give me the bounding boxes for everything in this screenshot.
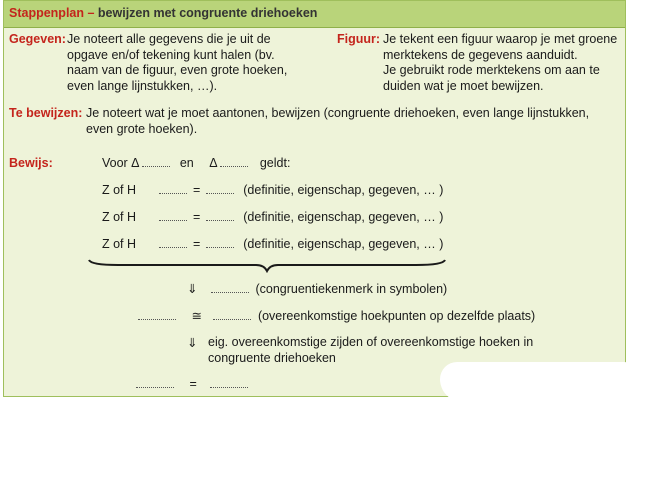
proof-row — [102, 183, 443, 197]
equals-sign: = — [192, 183, 201, 197]
title-dash: – — [84, 6, 98, 20]
tebewijzen-line: even grote hoeken). — [86, 121, 198, 136]
blank — [159, 192, 187, 194]
final-equality-row — [136, 377, 248, 391]
row-note: (definitie, eigenschap, gegeven, … ) — [243, 237, 444, 251]
stappenplan-card — [3, 0, 626, 397]
proof-row — [102, 237, 443, 251]
figuur-text — [383, 32, 628, 94]
blank — [159, 219, 187, 221]
delta-symbol: Δ — [209, 156, 217, 170]
gegeven-line: opgave en/of tekening kunt halen (bv. — [67, 47, 275, 62]
figuur-line: Je gebruikt rode merktekens om aan te — [383, 63, 600, 77]
implies-arrow-icon: ⇓ — [187, 282, 198, 296]
blank — [213, 318, 251, 320]
implies-arrow-row — [187, 335, 197, 350]
bewijs-label: Bewijs: — [9, 156, 53, 170]
voor-text: Voor Δ — [102, 156, 139, 170]
figuur-line: Je tekent een figuur waarop je met groene — [383, 32, 618, 46]
figuur-line: duiden wat je moet bewijzen. — [383, 78, 544, 93]
congruent-note: (overeenkomstige hoekpunten op dezelfde plaats) — [257, 309, 536, 323]
figuur-label: Figuur: — [337, 32, 381, 46]
gegeven-line: Je noteert alle gegevens die je uit de — [67, 32, 271, 46]
row-note: (definitie, eigenschap, gegeven, … ) — [243, 210, 444, 224]
criterion-note: (congruentiekenmerk in symbolen) — [255, 282, 448, 296]
gegeven-label: Gegeven: — [9, 32, 66, 46]
implies-arrow-icon: ⇓ — [187, 336, 198, 350]
triangle-blank-2 — [220, 165, 248, 167]
figuur-line: merktekens de gegevens aanduidt. — [383, 47, 578, 62]
title-main: Stappenplan — [9, 6, 85, 20]
eig-line: congruente driehoeken — [208, 350, 336, 365]
congruence-criterion-row — [187, 281, 447, 296]
card-header — [4, 1, 625, 28]
row-left: Z of H — [102, 210, 137, 224]
triangle-blank-1 — [142, 165, 170, 167]
equals-sign: = — [189, 377, 197, 391]
row-left: Z of H — [102, 183, 137, 197]
title-rest: bewijzen met congruente driehoeken — [97, 6, 318, 20]
tebewijzen-label: Te bewijzen: — [9, 106, 83, 120]
blank — [210, 386, 248, 388]
equals-sign: = — [192, 237, 201, 251]
congruent-symbol: ≅ — [191, 309, 202, 323]
card-title — [9, 6, 317, 20]
gegeven-line: naam van de figuur, even grote hoeken, — [67, 63, 288, 77]
gegeven-line: even lange lijnstukken, …). — [67, 78, 218, 93]
blank — [136, 386, 174, 388]
blank — [206, 192, 234, 194]
blank — [206, 246, 234, 248]
equals-sign: = — [192, 210, 201, 224]
curly-brace — [88, 257, 446, 273]
blank — [211, 291, 249, 293]
torn-edge — [600, 378, 630, 384]
blank — [159, 246, 187, 248]
voor-row — [102, 156, 290, 170]
en-text: en — [179, 156, 194, 170]
blank — [206, 219, 234, 221]
tebewijzen-line: Je noteert wat je moet aantonen, bewijzen (congruente driehoeken, even lange lijnstukken, — [86, 106, 590, 120]
geldt-text: geldt: — [259, 156, 291, 170]
tebewijzen-text — [86, 106, 626, 137]
row-note: (definitie, eigenschap, gegeven, … ) — [243, 183, 444, 197]
eig-line: eig. overeenkomstige zijden of overeenkomstige hoeken in — [208, 335, 534, 349]
proof-row — [102, 210, 443, 224]
congruence-row — [138, 308, 535, 323]
gegeven-text — [67, 32, 337, 94]
blank — [138, 318, 176, 320]
row-left: Z of H — [102, 237, 137, 251]
